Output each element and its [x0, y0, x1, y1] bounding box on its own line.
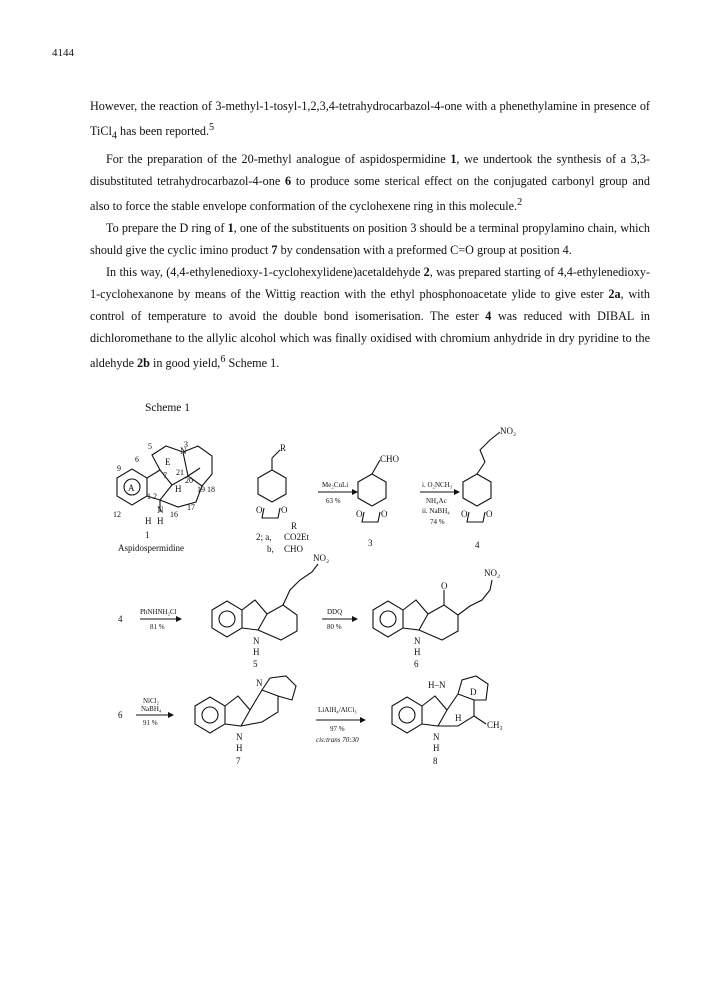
- compound-8-nh: H–N: [428, 680, 446, 690]
- compound-8-number: 8: [433, 756, 438, 766]
- paragraph: In this way, (4,4-ethylenedioxy-1-cyclohexylidene)acetaldehyde 2, was prepared starting of 4,4-ethylenedioxy-1-cyclohexanone by means of the Wittig reaction with the ethyl phosphonoacetate ylide to give ester 2a, with control of temperature to avoid the double bond isomerisation. The ester 4 was reduced with DIBAL in dichloromethane to the allylic alcohol which was finally oxidised with chromium anhydride in dry pyridine to the aldehyde 2b in good yield,$^6$ Scheme 1.: [90, 264, 651, 370]
- compound-8-n: N: [433, 732, 440, 742]
- compound-4-no2: NO₂: [500, 426, 517, 436]
- atom-n-top: N: [180, 446, 187, 456]
- locant-17: 17: [187, 503, 195, 512]
- paragraph: However, the reaction of 3-methyl-1-tosyl-1,2,3,4-tetrahydrocarbazol-4-one with a phenethylamine in presence of TiCl$_4$ has been reported.$^5$: [90, 99, 650, 142]
- atom-n-bottom: N: [157, 505, 164, 515]
- arrow-4-reagent: DDQ: [327, 608, 343, 616]
- compound-4-o1: O: [461, 509, 468, 519]
- compound-7-structure: [195, 676, 296, 733]
- compound-2-number: 2; a,: [256, 532, 272, 542]
- locant-6: 6: [135, 455, 139, 464]
- arrow-2-reagent-1: i. O₂NCH₃: [422, 481, 453, 489]
- compound-7-n: N: [236, 732, 243, 742]
- atom-h-bottom-2: H: [157, 516, 164, 526]
- compound-7-n-imine: N: [256, 678, 263, 688]
- compound-8-h: H: [433, 743, 440, 753]
- locant-5: 5: [148, 442, 152, 451]
- compound-2a-sub: CO2Et: [284, 532, 310, 542]
- compound-8-ch3: CH₃: [487, 720, 503, 730]
- arrow-6-reagent: LiAlH₄/AlCl₃: [318, 706, 357, 714]
- arrow-2-reagent-2: NH₄Ac: [426, 497, 447, 505]
- arrow-3-reagent: PhNHNH₂Cl: [140, 608, 177, 616]
- compound-5-n: N: [253, 636, 260, 646]
- ring-e-label: E: [165, 457, 171, 467]
- compound-8-ring-d: D: [470, 687, 477, 697]
- arrow-1-head: [352, 489, 358, 495]
- arrow-2-reagent-3: ii. NaBH₄: [422, 507, 450, 515]
- compound-6-structure: [373, 580, 492, 640]
- locant-1: 1: [147, 492, 151, 501]
- locant-16: 16: [170, 510, 178, 519]
- compound-6-n: N: [414, 636, 421, 646]
- compound-5-structure: [212, 564, 318, 640]
- compound-3-o2: O: [381, 509, 388, 519]
- arrow-6-head: [360, 717, 366, 723]
- paragraph: For the preparation of the 20-methyl analogue of aspidospermidine 1, we undertook the synthesis of a 3,3-disubstituted tetrahydrocarbazol-4-one 6 to produce some sterical effect on the conjugated carbonyl group and also to force the stable envelope conformation of the cyclohexene ring in this molecule.$^2$: [90, 151, 650, 213]
- locant-12: 12: [113, 510, 121, 519]
- compound-6-o: O: [441, 581, 448, 591]
- compound-4-structure: [463, 432, 500, 522]
- compound-2-o1: O: [256, 505, 263, 515]
- compound-5-h: H: [253, 647, 260, 657]
- locant-2: 2: [153, 492, 157, 501]
- locant-21: 21: [176, 468, 184, 477]
- compound-2b-label: b,: [267, 544, 274, 554]
- arrow-5-head: [168, 712, 174, 718]
- row-2-start-label: 4: [118, 614, 123, 624]
- compound-4-o2: O: [486, 509, 493, 519]
- locant-18: 18: [207, 485, 215, 494]
- compound-5-no2: NO₂: [313, 553, 330, 563]
- arrow-2-head: [454, 489, 460, 495]
- locant-19: 19: [197, 485, 205, 494]
- compound-4-number: 4: [475, 540, 480, 550]
- compound-2-r-top: R: [280, 443, 287, 453]
- compound-5-number: 5: [253, 659, 258, 669]
- locant-3: 3: [184, 440, 188, 449]
- arrow-2-yield: 74 %: [430, 518, 445, 526]
- compound-1-name: Aspidospermidine: [118, 543, 184, 553]
- locant-20: 20: [185, 476, 193, 485]
- compound-1-number: 1: [145, 530, 150, 540]
- atom-h-bottom-1: H: [145, 516, 152, 526]
- compound-6-h: H: [414, 647, 421, 657]
- arrow-3-yield: 81 %: [150, 623, 165, 631]
- compound-3-o1: O: [356, 509, 363, 519]
- page-number: 4144: [52, 47, 74, 59]
- arrow-6-ratio: cis:trans 70:30: [316, 736, 359, 744]
- scheme-title: Scheme 1: [145, 402, 191, 414]
- arrow-4-yield: 80 %: [327, 623, 342, 631]
- compound-2-o2: O: [281, 505, 288, 515]
- compound-8-h-mid: H: [455, 713, 462, 723]
- atom-h-mid: H: [175, 484, 182, 494]
- arrow-4-head: [352, 616, 358, 622]
- compound-7-number: 7: [236, 756, 241, 766]
- arrow-1-yield: 63 %: [326, 497, 341, 505]
- arrow-5-reagent-1: NiCl₂: [143, 697, 160, 705]
- row-3-start-label: 6: [118, 710, 123, 720]
- paragraph: To prepare the D ring of 1, one of the substituents on position 3 should be a terminal propylamino chain, which should give the cyclic imino product 7 by condensation with a preformed C=O group at position 4.: [90, 220, 650, 257]
- compound-6-number: 6: [414, 659, 419, 669]
- compound-3-number: 3: [368, 538, 373, 548]
- compound-7-h: H: [236, 743, 243, 753]
- compound-6-no2: NO₂: [484, 568, 501, 578]
- ring-a-label: A: [128, 483, 135, 493]
- compound-2b-sub: CHO: [284, 544, 304, 554]
- locant-7: 7: [163, 471, 167, 480]
- arrow-5-reagent-2: NaBH₄: [141, 705, 162, 713]
- locant-9: 9: [117, 464, 121, 473]
- arrow-3-head: [176, 616, 182, 622]
- compound-2-r-bottom: R: [291, 521, 298, 531]
- arrow-5-yield: 91 %: [143, 719, 158, 727]
- compound-3-cho: CHO: [380, 454, 400, 464]
- arrow-6-yield: 97 %: [330, 725, 345, 733]
- arrow-1-reagent: Me₂CuLi: [322, 481, 349, 489]
